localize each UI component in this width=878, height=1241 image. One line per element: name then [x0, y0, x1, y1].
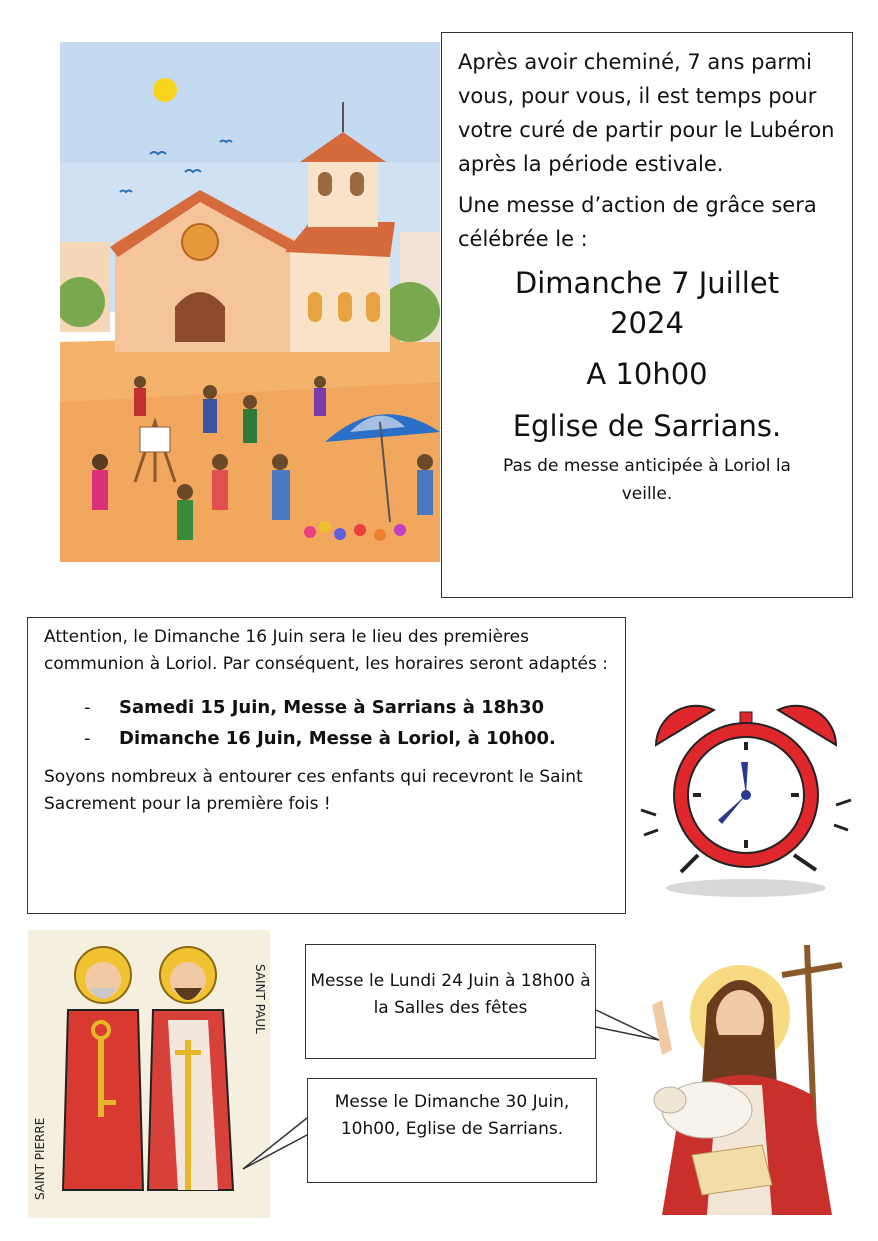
schedule-item: [44, 692, 609, 723]
list-dash: -: [84, 697, 91, 718]
thanksgiving-mass-intro: Une messe d’action de grâce sera célébrée le :: [458, 193, 817, 251]
mass-time: A 10h00: [586, 357, 708, 391]
saint-paul-label: SAINT PAUL: [253, 964, 267, 1034]
bubble-text: Messe le Lundi 24 Juin à 18h00 à la Salles des fêtes: [310, 971, 591, 1018]
mass-june-30-bubble: [307, 1078, 597, 1183]
mass-date-line2: 2024: [610, 306, 684, 340]
schedule-item-text: Samedi 15 Juin, Messe à Sarrians à 18h30: [119, 697, 545, 718]
saint-pierre-label: SAINT PIERRE: [33, 1117, 47, 1200]
farewell-paragraph: Après avoir cheminé, 7 ans parmi vous, pour vous, il est temps pour votre curé de partir pour le Lubéron après la période estivale.: [458, 50, 835, 176]
bubble-text: Messe le Dimanche 30 Juin, 10h00, Eglise de Sarrians.: [334, 1092, 570, 1139]
mass-place: Eglise de Sarrians.: [512, 409, 782, 443]
farewell-announcement-box: [441, 32, 853, 598]
church-illustration: [60, 42, 440, 562]
list-dash: -: [84, 728, 91, 749]
jesus-with-lamb-illustration: [622, 935, 852, 1215]
mass-june-24-bubble: [305, 944, 596, 1059]
schedule-list: [44, 692, 609, 754]
alarm-clock-icon: [636, 690, 856, 900]
no-anticipated-mass-note: Pas de messe anticipée à Loriol la veille.: [503, 456, 791, 504]
first-communion-notice-box: [27, 617, 626, 914]
saints-peter-paul-illustration: [28, 930, 270, 1218]
notice-closing: Soyons nombreux à entourer ces enfants qui recevront le Saint Sacrement pour la première fois !: [44, 767, 583, 814]
schedule-item-text: Dimanche 16 Juin, Messe à Loriol, à 10h00.: [119, 728, 556, 749]
schedule-item: [44, 723, 609, 754]
mass-date-line1: Dimanche 7 Juillet: [514, 266, 780, 300]
notice-intro: Attention, le Dimanche 16 Juin sera le lieu des premières communion à Loriol. Par conséquent, les horaires seront adaptés :: [44, 627, 608, 674]
